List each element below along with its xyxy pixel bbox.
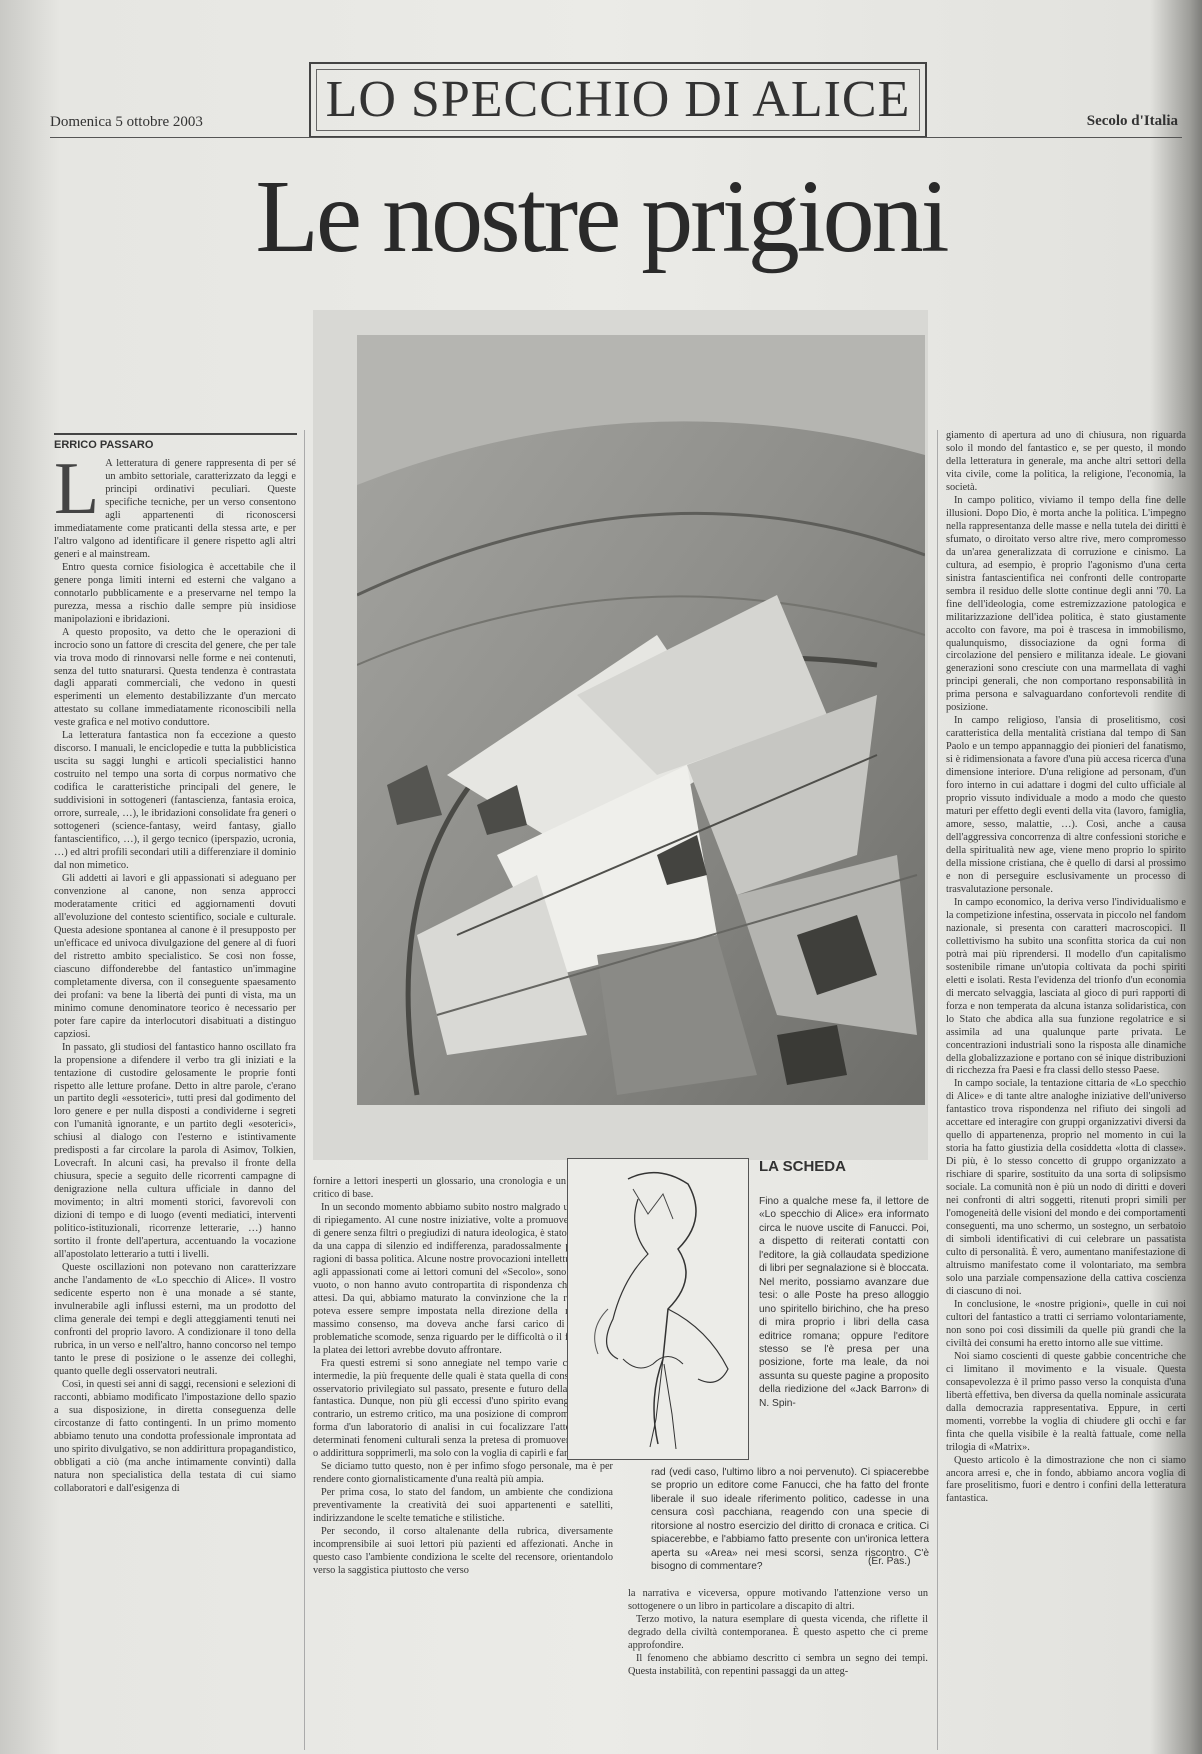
paragraph: la narrativa e viceversa, oppure motivando l'attenzione verso un sottogenere o un libro in particolare a discapito di altri.: [628, 1588, 928, 1612]
paragraph: In campo economico, la deriva verso l'individualismo e la competizione infestina, osservata in piccolo nel fandom nazionale, si presenta con caratteri macroscopici. Il collettivismo ha subito una sconfitta storica da cui non potrà mai più riprendersi. Il modello d'un capitalismo sostenibile rimane un'utopia coltivata da pochi spiriti eletti e isolati. Resta l'evidenza del trionfo d'un economia di mercato selvaggia, lasciata al gioco di puri rapporti di forza e non temperata da alcuna istanza solidaristica, con lo Stato che abdica alla sua funzione regolatrice e si assimila ad una qualunque parte privata. Le concentrazioni industriali sono la risposta alle dinamiche della globalizzazione e portano con sé inique distribuzioni di ricchezza fra Paesi e fra classi dello stesso Paese.: [946, 896, 1186, 1077]
paragraph: Noi siamo coscienti di queste gabbie concentriche che ci limitano il movimento e la visuale. Questa consapevolezza è il primo passo verso la conquista d'una libertà effettiva, ben diversa da quella nominale assicurata dalla democrazia rappresentativa. Eppure, in certi momenti, vorrebbe la voglia di chiudere gli occhi e far finta che quella visibile è la realtà fattuale, come nella trilogia di «Matrix».: [946, 1350, 1186, 1453]
paragraph: A questo proposito, va detto che le operazioni di incrocio sono un fattore di crescita del genere, che per tale via trova modo di rinnovarsi nelle forme e nei contenuti, senza del tutto snaturarsi. Questa tendenza è contrastata dagli apparati commerciali, che vedono in questi esperimenti un elemento destabilizzante d'un mercato attestato su collane immediatamente riconoscibili nella veste grafica e nel motivo conduttore.: [54, 626, 296, 729]
paragraph: Per prima cosa, lo stato del fandom, un ambiente che condiziona preventivamente la creatività dei suoi appartenenti e satelliti, indirizzandone le scelte tematiche e stilistiche.: [313, 1487, 613, 1525]
article-column-1: [54, 458, 296, 1748]
paragraph: La letteratura fantastica non fa eccezione a questo discorso. I manuali, le enciclopedie e tutta la pubblicistica uscita su saggi lunghi e articoli specialistici hanno costruito nel tempo una sorta di corpus normativo che codifica le caratteristiche principali del genere, le suddivisioni in sottogeneri (fantascienza, fantasia eroica, orrore, surreale, …), le ibridazioni consolidate fra generi o sottogeneri (science-fantasy, weird fantasy, giallo fantascientifico, …), il gergo tecnico (iperspazio, ucronia, …) ed altri profili secondari utili a differenziare il dominio dal non mimetico.: [54, 730, 296, 872]
sketch-illustration: [567, 1158, 749, 1460]
paragraph: Se diciamo tutto questo, non è per infimo sfogo personale, ma è per rendere conto giornalisticamente d'una realtà più ampia.: [313, 1461, 613, 1486]
paragraph: A letteratura di genere rappresenta di per sé un ambito settoriale, caratterizzato da leggi e principi ordinativi peculiari. Queste specifiche tecniche, per un verso consentono agli appartenenti di riconoscersi immediatamente come praticanti della stessa arte, e per l'altro valgono ad identificare il genere rispetto agli altri generi e al mainstream.: [54, 458, 296, 560]
byline: ERRICO PASSARO: [54, 433, 297, 451]
paragraph: Così, in questi sei anni di saggi, recensioni e selezioni di racconti, abbiamo modificato l'impostazione dello spazio a sua disposizione, in diretta conseguenza delle circostanze di fatto contingenti. In un primo momento abbiamo tenuto una condotta professionale improntata ad uno spirito divulgativo, se non addirittura propagandistico, obbligati a ciò (ma anche intimamente convinti) dalla natura non specialistica della testata di cui siamo collaboratori e dall'esigenza di: [54, 1378, 296, 1494]
headline: Le nostre prigioni: [255, 159, 947, 274]
paragraph: In campo sociale, la tentazione cittaria de «Lo specchio di Alice» e di tante altre analoghe iniziative dell'universo fantastico trova rispondenza nel rifiuto dei singoli ad accettare ed interagire con gruppi organizzativi diversi da quello di appartenenza, proprio nel momento in cui la storia ha fatto giustizia della cosiddetta «lotta di classe». Di più, è lo stesso concetto di gruppo organizzato a rischiare di sparire, sostituito da una sorta di solipsismo sociale. La comunità non è più un nodo di diritti e doveri nei confronti di altri soggetti, ritenuti propri simili per l'omogeneità delle visioni del mondo e dei comportamenti conseguenti, ma uno schermo, un sostegno, un serbatoio di simboli identificativi di cui celebrare un passatista culto di personalità. È vero, aumentano manifestazione di altruismo manifestato come il volontariato, ma sembra solo una parziale compensazione della cattiva coscienza di ciascuno di noi.: [946, 1078, 1186, 1297]
paragraph: In campo politico, viviamo il tempo della fine delle illusioni. Dopo Dio, è morta anche la politica. L'impegno nella rappresentanza delle masse e nella tutela dei diritti è sfumato, o diroitato verso altre rive, mero compromesso da un'area generalizzata di corruzione e cinismo. La cultura, ad esempio, è proprio l'agonismo d'una certa sinistra fantascientifica nei confronti delle controparte sembra il residuo delle slotte continue degli anni '70. La fine dell'ideologia, come estremizzazione patologica e militarizzazione dell'idea politica, è stato giustamente accolto con favore, ma poi è trascesa in immobilismo, qualunquismo, dissociazione da ogni forma di circolazione del pensiero e militanza ideale. Le giovani generazioni sono cresciute con una marmellata di vaghi principi generali, che non comportano responsabilità in prima persona e salvaguardano confortevoli rendite di posizione.: [946, 494, 1186, 714]
paragraph: Questo articolo è la dimostrazione che non ci siamo ancora arresi e, che in fondo, abbiamo ancora voglia di fare proselitismo, fuori e dentro i confini della letteratura fantastica.: [946, 1454, 1186, 1505]
newspaper-name: Secolo d'Italia: [1086, 113, 1178, 129]
header-rule: [50, 137, 1182, 138]
paragraph: In passato, gli studiosi del fantastico hanno oscillato fra la propensione a difendere il verbo tra gli iniziati e la tentazione di custodire gelosamente le proprie fonti rispetto alle letture profane. Detto in altre parole, c'erano un partito degli «essoterici», tutti presi dal godimento del loro genere e per nulla disposti a condividerne i segreti con l'umanità ignorante, e un partito degli «esoterici», schiusi al dialogo con l'esterno e istintivamente predisposti a far circolare la parola di Asimov, Tolkien, Lovecraft. In alcuni casi, ha prevalso il fronte della chiusura, specie a seguito delle ricorrenti campagne di denigrazione nella cultura ufficiale in danno del movimento; in altri momenti storici, favorevoli con dizioni di tempo e di luogo (eventi mediatici, interventi politico-istituzionali, ricorrenze letterarie, …) hanno sortito il fronte dell'apertura, accentuando la vocazione all'apostolato letterario a tutti i livelli.: [54, 1041, 296, 1261]
masthead-frame: [309, 62, 927, 138]
drop-cap: L: [54, 458, 100, 530]
paragraph: Fra questi estremi si sono annegiate nel tempo varie collocazioni intermedie, la più frequente delle quali è stata quella di considerarsi un osservatorio privilegiato sul passato, presente e futuro della letteratura fantastica. Dunque, non più gli eccessi d'uno spirito evangelico o, al contrario, un estremo critico, ma una posizione di compromesso, sotto forma d'un laboratorio di analisi in cui focalizzare l'attenzione su determinati fenomeni culturali senza la pretesa di promuoverli, guidarli o addirittura sopprimerli, ma solo con la voglia di capirli e farli capire.: [313, 1357, 613, 1460]
sidebar-text: Fino a qualche mese fa, il lettore de «Lo specchio di Alice» era informato circa le nuove uscite di Fanucci. Poi, a dispetto di reiterati contatti con l'editore, la già collaudata spedizione di libri per segnalazione si è bloccata. Nel merito, possiamo avanzare due tesi: o alle Poste ha preso alloggio uno spiritello birichino, che ha preso di mira proprio i libri della casa editrice romana; oppure l'editore stesso se l'è presa per una posizione, forte ma leale, da noi assunta su queste pagine a proposito della riedizione del «Jack Barron» di N. Spin-: [759, 1196, 929, 1409]
sidebar-text-continued: rad (vedi caso, l'ultimo libro a noi pervenuto). Ci spiacerebbe se proprio un editore come Fanucci, che ha fatto del fronte liberale il suo ideale riferimento politico, cadesse in una censura così pacchiana, reagendo con una specie di ritorsione al nostro esercizio del diritto di cronaca e critica. Ci spiacerebbe, e l'abbiamo fatto presente con un'ironica lettera aperta su «Area» nei mesi scorsi, senza riscontro. C'è bisogno di commentare?: [651, 1467, 929, 1573]
paragraph: In conclusione, le «nostre prigioni», quelle in cui noi cultori del fantastico a tratti ci serriamo volontariamente, non sono poi così dissimili da quelle più grandi che la civiltà dei consumi ha eretto intorno alle sue vittime.: [946, 1298, 1186, 1349]
paragraph: In un secondo momento abbiamo subito nostro malgrado un processo di ripiegamento. Al cune nostre iniziative, volte a promuovere racconti di genere senza filtri o pregiudizi di natura ideologica, è stato circondato da una cappa di silenzio ed indifferenza, paradossalmente proprio per ragioni di bassa politica. Alcune nostre provocazioni intellettuali, rivolte agli appassionati come ai lettori comuni del «Secolo», sono cadute nel vuoto, o non hanno avuto contropartita di rispondenza che ci aveva attesi. Da qui, abbiamo maturato la convinzione che la rubrica non poteva essere sempre impostata nella direzione della ricerca del massimo consenso, ma doveva anche farsi carico di affrontare problematiche scomode, senza riguardo per le difficoltà o il fastidio che la platea dei lettori avrebbe dovuto affrontare.: [313, 1201, 613, 1356]
column-rule: [304, 430, 305, 1750]
paragraph: fornire a lettori inesperti un glossario, una cronologia e un prontuario critico di base.: [313, 1176, 613, 1200]
issue-date: Domenica 5 ottobre 2003: [50, 114, 203, 130]
article-column-3: [628, 1588, 928, 1748]
paragraph: Il fenomeno che abbiamo descritto ci sembra un segno dei tempi. Questa instabilità, con repentini passaggi da un atteg-: [628, 1652, 928, 1677]
paragraph: giamento di apertura ad uno di chiusura, non riguarda solo il mondo del fantastico e, se per questo, il mondo della letteratura in generale, ma anche altri settori della vita civile, come la politica, la religione, l'economia, la società.: [946, 430, 1186, 493]
sidebar-title: LA SCHEDA: [759, 1158, 846, 1175]
paragraph: In campo religioso, l'ansia di proselitismo, così caratteristica della mentalità cristiana dal tempo di San Paolo e un tempo appannaggio dei pionieri del fanatismo, si è ridimensionata a favore d'una più accesa ricerca d'una dimensione interiore. D'una religione ad personam, d'un foro interno in cui adattare i dogmi del culto ufficiale al proprio vissuto individuale a modo a modo che questo maturi per effetto degli eventi della vita (lavoro, famiglia, amore, sesso, malattie, …). Così, anche a causa dell'aggressiva concorrenza di altre confessioni storiche e della spiritualità new age, viene meno proprio lo spirito della missione cristiana, che è quello di darsi al prossimo e non di perseguire esclusivamente un processo di trasvalutazione personale.: [946, 715, 1186, 895]
column-rule: [937, 430, 938, 1750]
paragraph: Per secondo, il corso altalenante della rubrica, diversamente incomprensibile ai suoi lettori più pazienti ed affezionati. Anche in questo caso l'ambiente condiziona le scelte del recensore, orientandolo verso la saggistica piuttosto che verso: [313, 1526, 613, 1577]
masthead-title: LO SPECCHIO DI ALICE: [325, 71, 911, 128]
paragraph: Queste oscillazioni non potevano non caratterizzare anche l'andamento de «Lo specchio di Alice». Il vostro sedicente esperto non è una monade a sé stante, invulnerabile agli influssi esterni, ma un prodotto del clima generale dei tempi e degli atteggiamenti tenuti nei confronti del proprio lavoro. A condizionare il tono della rubrica, in un verso e nell'altro, hanno concorso nel tempo tanto le prese di posizione o le assenze dei colleghi, quanto quelle degli osservatori neutrali.: [54, 1262, 296, 1377]
paragraph: Gli addetti ai lavori e gli appassionati si adeguano per convenzione al canone, non senza approcci moderatamente critici ed aggiornamenti dovuti all'evoluzione del contesto scientifico, sociale e culturale. Questa adesione spontanea al canone è il presupposto per un'efficace ed univoca divulgazione del genere al di fuori del ristretto ambito specialistico. Se così non fosse, ciascuno diffonderebbe del fantastico un'immagine completamente diversa, con il conseguente spaesamento dei profani: va bene la libertà dei punti di vista, ma un minimo comune denominatore teorico è necessario per poter fare capire da interlocutori disabituati a distinguo capziosi.: [54, 873, 296, 1040]
paragraph: Entro questa cornice fisiologica è accettabile che il genere ponga limiti interni ed esterni che valgano a connotarlo pubblicamente e a preservarne nel tempo la purezza, messa a rischio dalle sempre più insidiose manipolazioni e ibridazioni.: [54, 561, 296, 625]
sidebar-signature: (Er. Pas.): [868, 1556, 911, 1567]
main-illustration: [357, 335, 925, 1105]
paragraph: Terzo motivo, la natura esemplare di questa vicenda, che riflette il degrado della civiltà contemporanea. È questo aspetto che ci preme approfondire.: [628, 1613, 928, 1651]
article-column-4: [946, 430, 1186, 1748]
